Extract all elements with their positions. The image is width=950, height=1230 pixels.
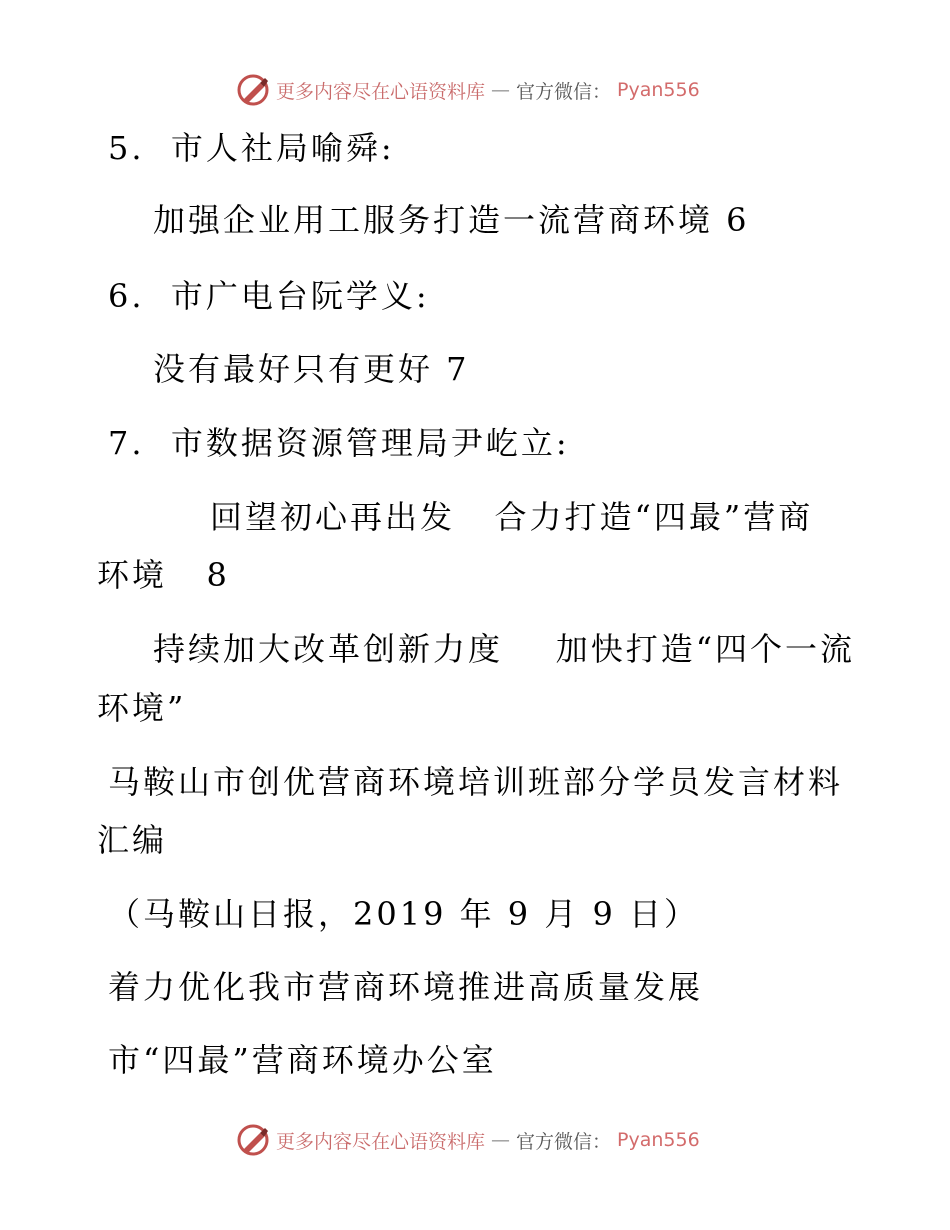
watermark-wechat-label: 官方微信： (516, 1130, 612, 1153)
toc-entry-7-title: 回望初心再出发 合力打造“四最”营商 (210, 498, 814, 536)
watermark-text: 更多内容尽在心语资料库 (276, 80, 486, 103)
toc-entry-8-title-cont: 环境” (97, 689, 187, 727)
watermark-wechat-id: Pyan556 (617, 79, 700, 101)
section-heading-cont: 汇编 (97, 821, 168, 859)
pen-logo-icon (236, 73, 270, 107)
toc-entry-8-title: 持续加大改革创新力度 加快打造“四个一流 (153, 630, 856, 668)
toc-entry-5-speaker: 5. 市人社局喻舜: (108, 129, 395, 167)
pen-logo-icon (236, 1123, 270, 1157)
toc-entry-7-title-cont: 环境 8 (97, 556, 230, 594)
toc-entry-7-speaker: 7. 市数据资源管理局尹屹立: (108, 424, 570, 462)
watermark-wechat-id: Pyan556 (617, 1129, 700, 1151)
watermark-separator: — (491, 1129, 511, 1151)
toc-entry-6-title: 没有最好只有更好 7 (153, 350, 470, 388)
article-title: 着力优化我市营商环境推进高质量发展 (108, 968, 704, 1006)
section-heading: 马鞍山市创优营商环境培训班部分学员发言材料 (108, 763, 844, 801)
article-author: 市“四最”营商环境办公室 (108, 1041, 497, 1079)
source-line: （马鞍山日报，2019 年 9 月 9 日） (108, 895, 700, 933)
footer-watermark (236, 1123, 700, 1157)
toc-entry-6-speaker: 6. 市广电台阮学义: (108, 277, 430, 315)
header-watermark (236, 73, 700, 107)
watermark-wechat-label: 官方微信： (516, 80, 612, 103)
watermark-text: 更多内容尽在心语资料库 (276, 1130, 486, 1153)
toc-entry-5-title: 加强企业用工服务打造一流营商环境 6 (153, 201, 750, 239)
watermark-separator: — (491, 79, 511, 101)
